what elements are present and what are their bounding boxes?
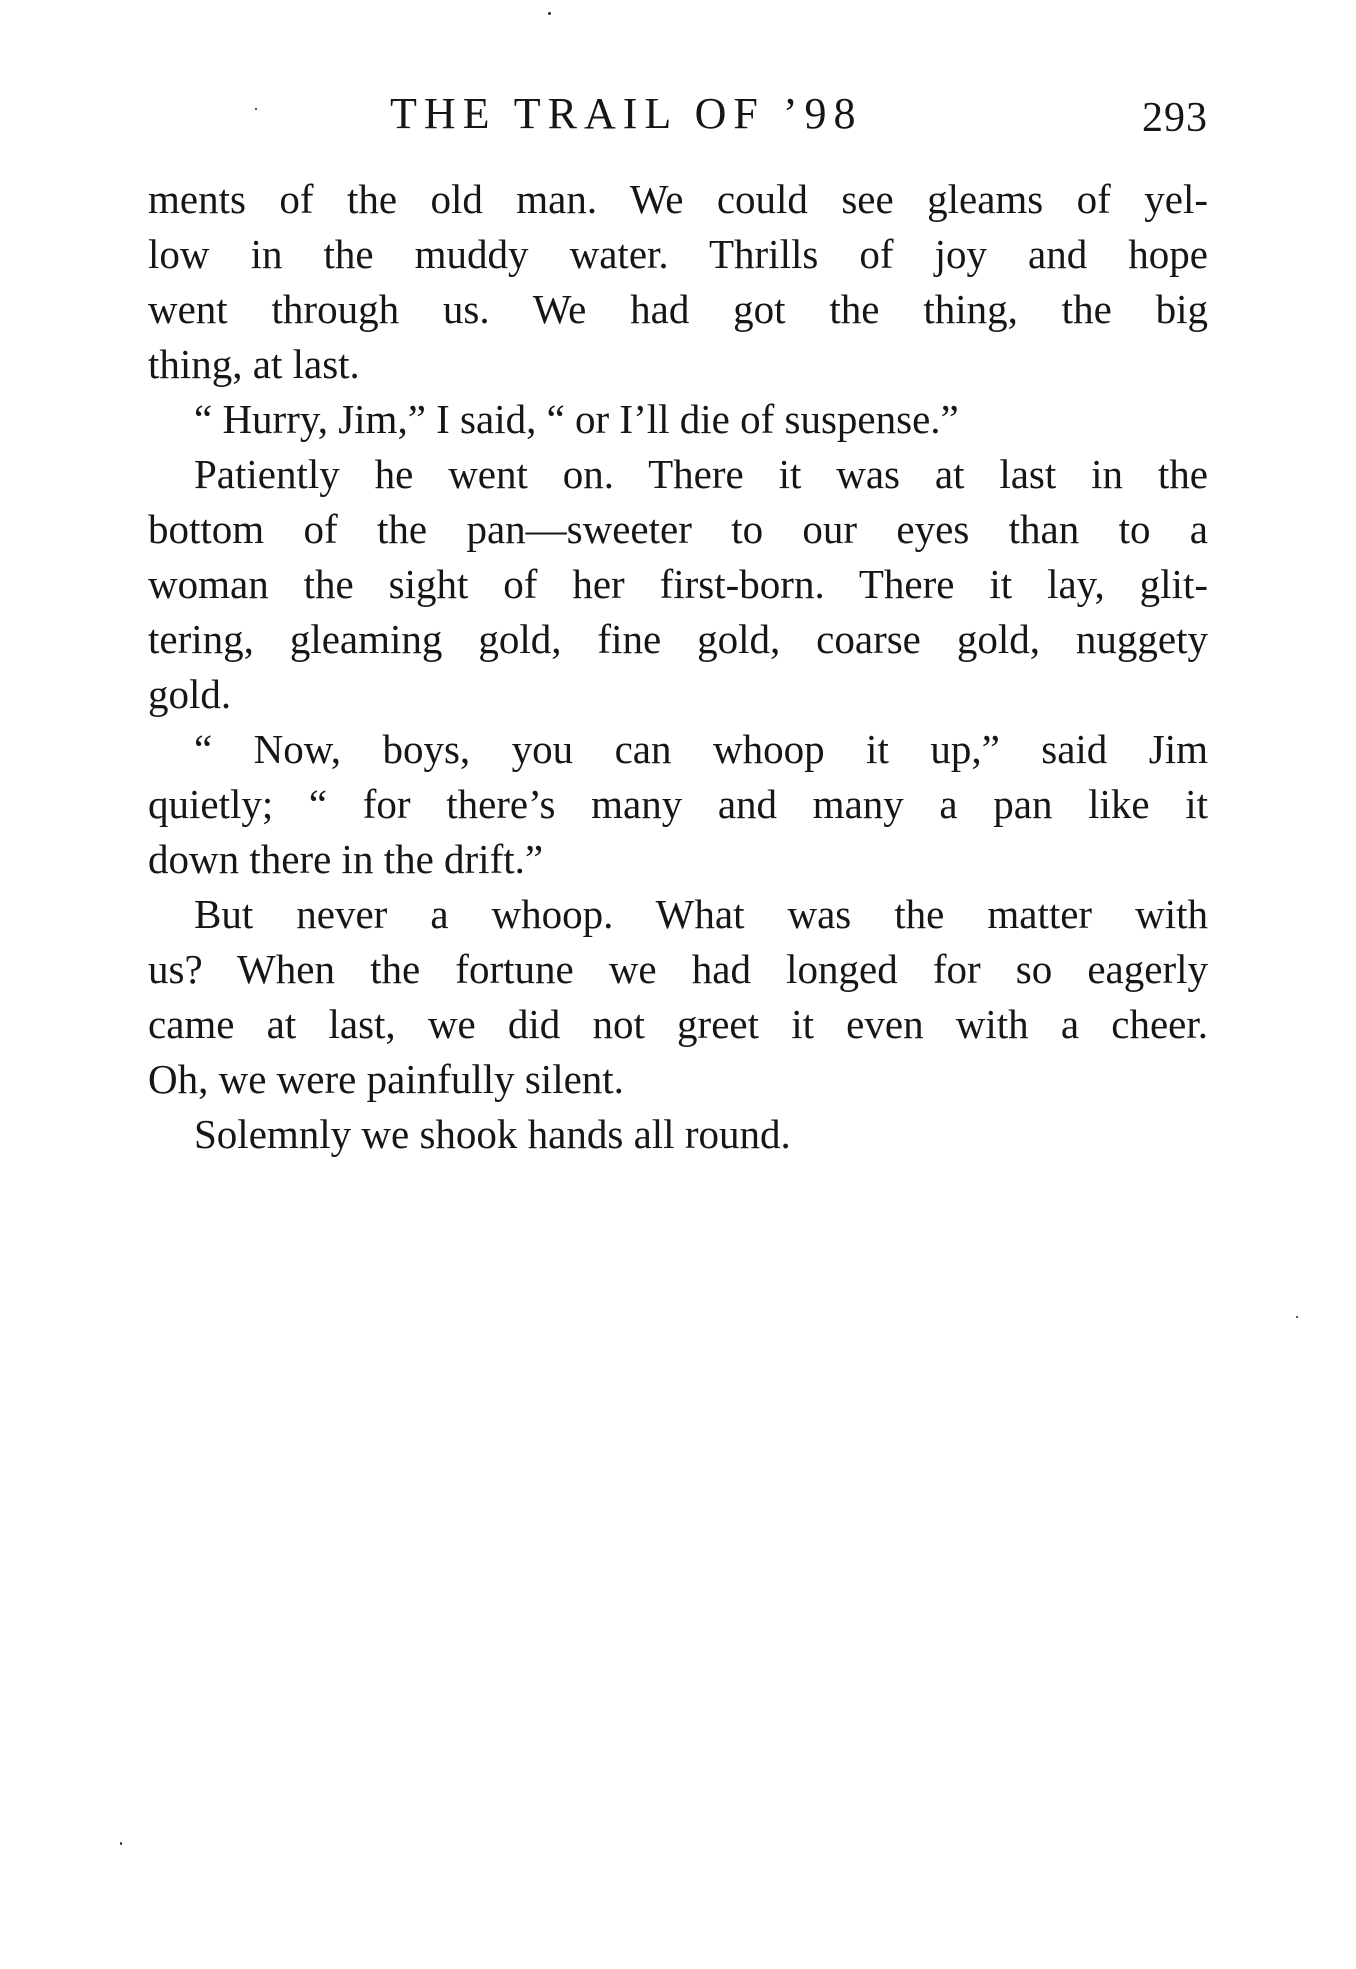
text-line: Solemnly we shook hands all round. [194,1111,791,1157]
text-line: low in the muddy water. Thrills of joy and hope [148,231,1208,277]
running-head [148,80,1208,150]
scan-speck [548,12,551,15]
text-line: us? When the fortune we had longed for so eagerly [148,946,1208,992]
text-line: woman the sight of her first-born. There it lay, glit- [148,561,1208,607]
text-line: Oh, we were painfully silent. [148,1056,624,1102]
text-line: Patiently he went on. There it was at last in the [194,451,1208,497]
running-title: THE TRAIL OF ’98 [390,89,863,138]
text-line: went through us. We had got the thing, the big [148,286,1208,332]
text-line: “ Hurry, Jim,” I said, “ or I’ll die of suspense.” [194,396,959,442]
scan-speck [120,1842,122,1845]
text-line: quietly; “ for there’s many and many a pan like it [148,781,1208,827]
text-line: “ Now, boys, you can whoop it up,” said Jim [194,726,1208,772]
scan-speck [1296,1316,1298,1318]
text-line: bottom of the pan—sweeter to our eyes than to a [148,506,1208,552]
text-line: thing, at last. [148,341,360,387]
text-line: tering, gleaming gold, fine gold, coarse gold, nuggety [148,616,1208,662]
page-number: 293 [1142,95,1208,141]
text-line: ments of the old man. We could see gleams of yel- [148,176,1208,222]
body-text [148,172,1208,1162]
text-line: came at last, we did not greet it even with a cheer. [148,1001,1208,1047]
text-line: down there in the drift.” [148,836,544,882]
text-line: But never a whoop. What was the matter with [194,891,1208,937]
text-line: gold. [148,671,232,717]
scan-speck [255,108,257,110]
